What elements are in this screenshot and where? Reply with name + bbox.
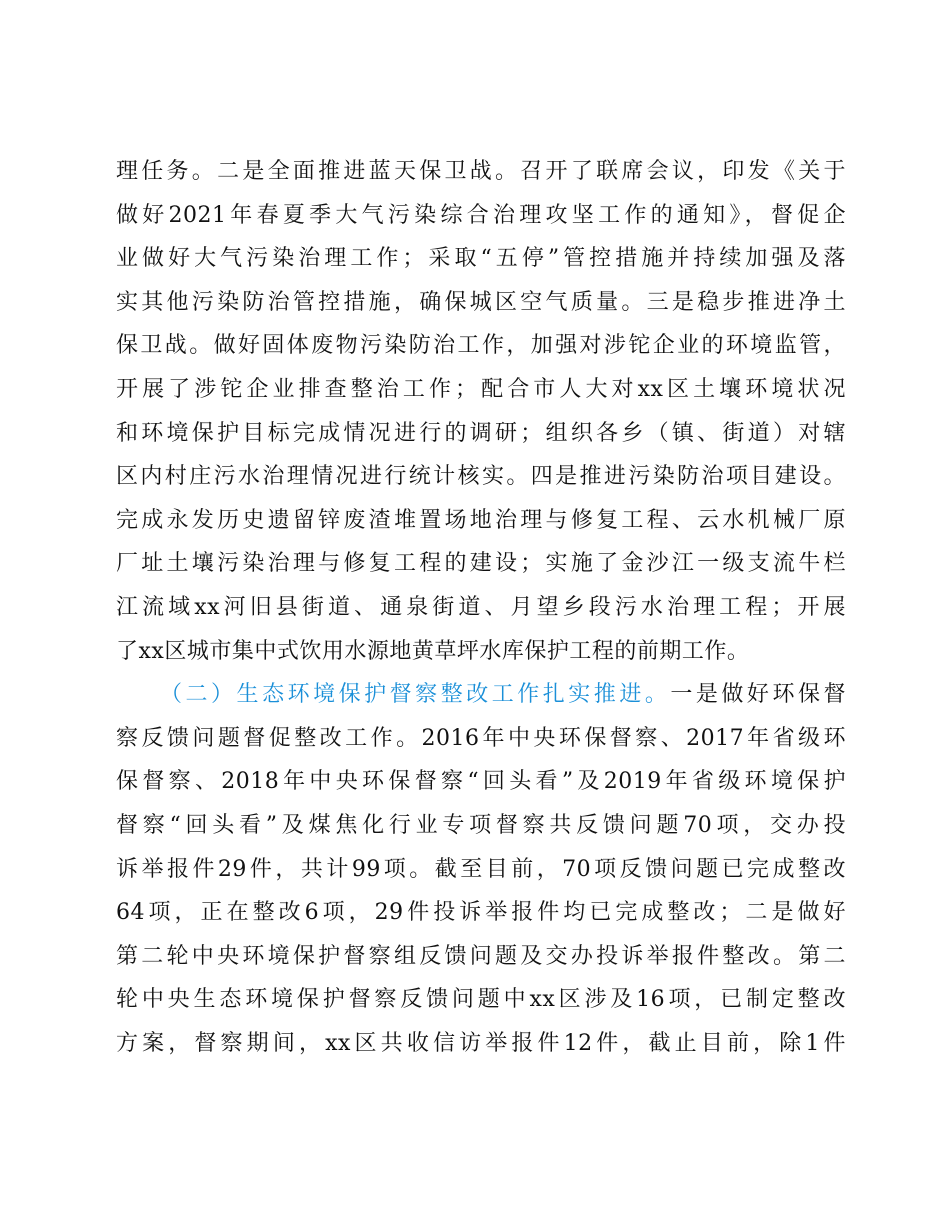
paragraph-line: 诉举报件29件，共计99项。截至目前，70项反馈问题已完成整改 (116, 856, 846, 882)
paragraph-line: 完成永发历史遗留锌废渣堆置场地治理与修复工程、云水机械厂原 (116, 507, 846, 533)
paragraph-line: 保督察、2018年中央环保督察“回头看”及2019年省级环境保护 (116, 769, 846, 795)
paragraph-line: 察反馈问题督促整改工作。2016年中央环保督察、2017年省级环 (116, 725, 846, 751)
paragraph-line: 业做好大气污染治理工作；采取“五停”管控措施并持续加强及落 (116, 246, 846, 272)
paragraph-line: 江流域xx河旧县街道、通泉街道、月望乡段污水治理工程；开展 (116, 594, 846, 620)
paragraph-line: 理任务。二是全面推进蓝天保卫战。召开了联席会议，印发《关于 (116, 159, 846, 184)
paragraph-line: 做好2021年春夏季大气污染综合治理攻坚工作的通知》，督促企 (116, 202, 846, 228)
section-heading: （二）生态环境保护督察整改工作扎实推进。 (160, 682, 671, 708)
paragraph-line: 第二轮中央环境保护督察组反馈问题及交办投诉举报件整改。第二 (116, 943, 846, 969)
paragraph-line: 督察“回头看”及煤焦化行业专项督察共反馈问题70项，交办投 (116, 812, 846, 838)
paragraph-line: 64项，正在整改6项，29件投诉举报件均已完成整改；二是做好 (116, 900, 846, 926)
paragraph-line: 开展了涉铊企业排查整治工作；配合市人大对xx区土壤环境状况 (116, 376, 846, 402)
paragraph-line: 轮中央生态环境保护督察反馈问题中xx区涉及16项，已制定整改 (116, 987, 846, 1013)
section-heading-tail: 一是做好环保督 (670, 682, 846, 708)
paragraph-line: 了xx区城市集中式饮用水源地黄草坪水库保护工程的前期工作。 (116, 638, 750, 664)
document-body (116, 150, 846, 1065)
paragraph-line: 厂址土壤污染治理与修复工程的建设；实施了金沙江一级支流牛栏 (116, 551, 846, 577)
paragraph-line: 保卫战。做好固体废物污染防治工作，加强对涉铊企业的环境监管， (116, 333, 846, 359)
paragraph-line: 方案，督察期间，xx区共收信访举报件12件，截止目前，除1件 (116, 1030, 846, 1056)
paragraph-line: 实其他污染防治管控措施，确保城区空气质量。三是稳步推进净土 (116, 289, 846, 315)
paragraph-line: 区内村庄污水治理情况进行统计核实。四是推进污染防治项目建设。 (116, 464, 846, 490)
section-heading-line (116, 673, 846, 717)
paragraph-line: 和环境保护目标完成情况进行的调研；组织各乡（镇、街道）对辖 (116, 420, 846, 446)
